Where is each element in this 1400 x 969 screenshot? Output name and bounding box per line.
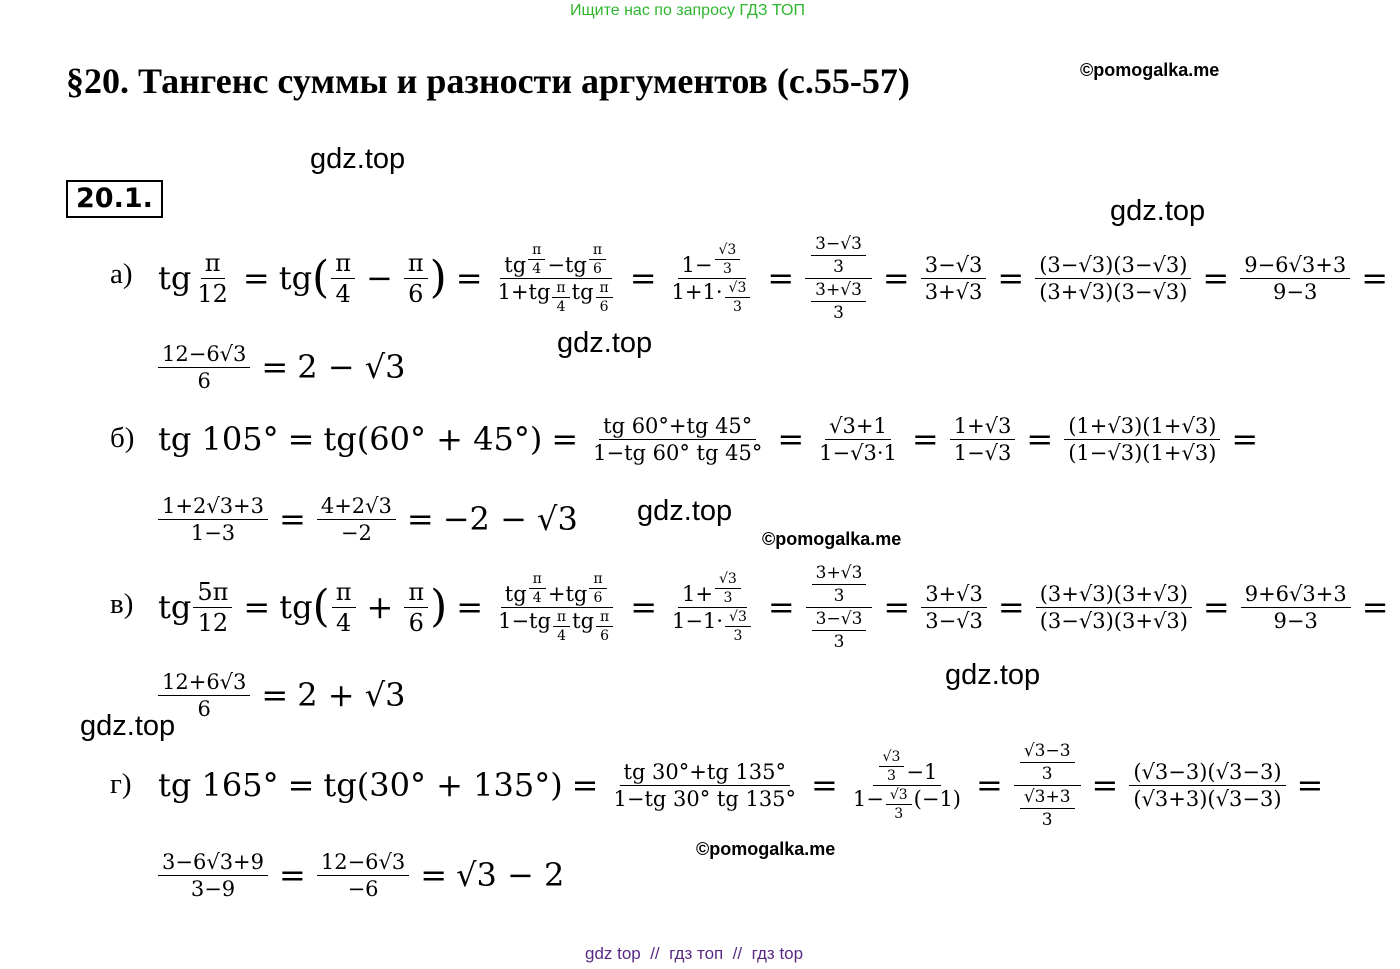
fraction: $\frac{9+6√3+3}{9-3}$ <box>1241 582 1351 633</box>
watermark: gdz.top <box>1110 195 1206 227</box>
fraction: $\frac{(1+√3)(1+√3)}{(1-√3)(1+√3)}$ <box>1064 414 1220 465</box>
fraction: $\frac{12-6√3}{-6}$ <box>317 850 409 901</box>
equation-b-line1: tg 105° = tg(60° + 45°) = $\frac{tg 60^\circ+tg 45^\circ}{1-tg 60^\circ tg 45^\circ}$ = $\frac{√3+1}{1-√3\cdot 1}$ = $\frac{1+√3}{1-√3}$ = $\frac{(1+√3)(1+√3)}{(1-√3)(1+√3)}$ = <box>158 413 1259 465</box>
problem-number: 20.1. <box>66 180 163 218</box>
fraction: tg π 4 −tg π 6 1+tg π 4 tg π 6 <box>494 242 619 315</box>
fraction: $\frac{tg 60^\circ+tg 45^\circ}{1-tg 60^\circ tg 45^\circ}$ <box>593 413 763 465</box>
equation-g-line2: $\frac{3-6√3+9}{3-9}$ = $\frac{12-6√3}{-6}$ = √3 − 2 <box>156 840 564 910</box>
footer-links[interactable]: gdz top // гдз топ // гдз top <box>585 944 804 963</box>
part-label-v: в) <box>110 588 134 620</box>
equation-b-line2: $\frac{1+2√3+3}{1-3}$ = $\frac{4+2√3}{-2}$ = −2 − √3 <box>156 484 578 554</box>
result-b: −2 − √3 <box>442 500 578 538</box>
equation-v-line2: $\frac{12+6√3}{6}$ = 2 + √3 <box>156 660 406 730</box>
part-label-g: г) <box>110 768 132 800</box>
fraction: $\frac{(√3-3)(√3-3)}{(√3+3)(√3-3)}$ <box>1129 760 1285 811</box>
fraction: √3−3 3 √3+3 3 <box>1014 741 1081 830</box>
equation-v-line1: tg $\frac{5\pi}{12}$ = tg ( π 4 + $\frac{\pi}{6}$ ) = tg π 4 +tg π 6 1−tg π 4 tg π 6 = 1+ $\frac{√3}{3}$ 1−1· √3 3 = 3+√3 3 3−√3 3 = $\frac{3+√3}{3-√3}$ = $\frac{(3+√3)(3+√3)}{(3-√3)(3+√3)}$ = $\frac{9+6√3+3}{9-3}$ = <box>158 562 1389 652</box>
watermark: gdz.top <box>80 710 176 742</box>
fraction: 1− $\frac{√3}{3}$ 1+1· √3 3 <box>668 242 757 315</box>
copyright-bottom: ©pomogalka.me <box>696 839 836 859</box>
part-label-a: а) <box>110 258 133 290</box>
fraction: $\frac{1+2√3+3}{1-3}$ <box>158 494 268 545</box>
equation-a-line2: $\frac{12-6√3}{6}$ = 2 − √3 <box>156 332 406 402</box>
fraction: $\frac{3-√3}{3+√3}$ <box>921 253 987 304</box>
fraction: $\frac{12-6√3}{6}$ <box>158 342 250 393</box>
watermark: gdz.top <box>310 143 406 175</box>
copyright-mid: ©pomogalka.me <box>762 529 902 549</box>
copyright-top: ©pomogalka.me <box>1080 60 1220 80</box>
equation-g-line1: tg 165° = tg(30° + 135°) = $\frac{tg 30^\circ+tg 135^\circ}{1-tg 30^\circ tg 135^\circ}$ = √3 3 −1 1− $\frac{√3}{3}$ (−1) = √3−3 3 √3+3 3 = $\frac{(√3-3)(√3-3)}{(√3+3)(√3-3)}$ = <box>158 740 1324 830</box>
result-a: 2 − √3 <box>297 348 406 386</box>
fraction: $\frac{(3+√3)(3+√3)}{(3-√3)(3+√3)}$ <box>1036 582 1192 633</box>
search-banner: Ищите нас по запросу ГДЗ ТОП <box>570 2 805 19</box>
fraction: $\frac{3+√3}{3-√3}$ <box>921 582 987 633</box>
fraction: $\frac{√3+1}{1-√3\cdot 1}$ <box>819 413 897 465</box>
watermark: gdz.top <box>637 495 733 527</box>
fraction: $\frac{4+2√3}{-2}$ <box>317 494 396 545</box>
result-g: √3 − 2 <box>456 856 565 894</box>
fraction: tg π 4 +tg π 6 1−tg π 4 tg π 6 <box>494 571 619 644</box>
tg-symbol: tg <box>158 259 192 297</box>
fraction: $\frac{9-6√3+3}{9-3}$ <box>1240 253 1350 304</box>
watermark: gdz.top <box>945 659 1041 691</box>
fraction: 3−√3 3 3+√3 3 <box>805 234 872 323</box>
fraction: 1+ $\frac{√3}{3}$ 1−1· √3 3 <box>668 571 757 644</box>
result-v: 2 + √3 <box>297 676 406 714</box>
equation-a-line1: tg $\frac{\pi}{12}$ = tg ( π 4 − $\frac{\pi}{6}$ ) = tg π 4 −tg π 6 1+tg π 4 tg π 6 = 1− $\frac{√3}{3}$ 1+1· √3 3 = 3−√3 3 3+√3 3 = $\frac{3-√3}{3+√3}$ = $\frac{(3-√3)(3-√3)}{(3+√3)(3-√3)}$ = $\frac{9-6√3+3}{9-3}$ = <box>158 233 1389 323</box>
fraction: $\frac{\pi}{12}$ <box>197 248 228 308</box>
fraction: $\frac{3-6√3+9}{3-9}$ <box>158 850 268 901</box>
fraction: √3 3 −1 1− $\frac{√3}{3}$ (−1) <box>852 748 961 822</box>
fraction: $\frac{1+√3}{1-√3}$ <box>950 414 1016 465</box>
part-label-b: б) <box>110 422 135 454</box>
page-title: §20. Тангенс суммы и разности аргументов (с.55-57) <box>66 61 910 101</box>
fraction: $\frac{tg 30^\circ+tg 135^\circ}{1-tg 30^\circ tg 135^\circ}$ <box>613 759 797 811</box>
fraction: $\frac{5\pi}{12}$ <box>193 578 232 637</box>
fraction: $\frac{12+6√3}{6}$ <box>158 670 250 721</box>
fraction: 3+√3 3 3−√3 3 <box>806 563 873 652</box>
fraction: $\frac{(3-√3)(3-√3)}{(3+√3)(3-√3)}$ <box>1035 253 1191 304</box>
watermark: gdz.top <box>557 327 653 359</box>
